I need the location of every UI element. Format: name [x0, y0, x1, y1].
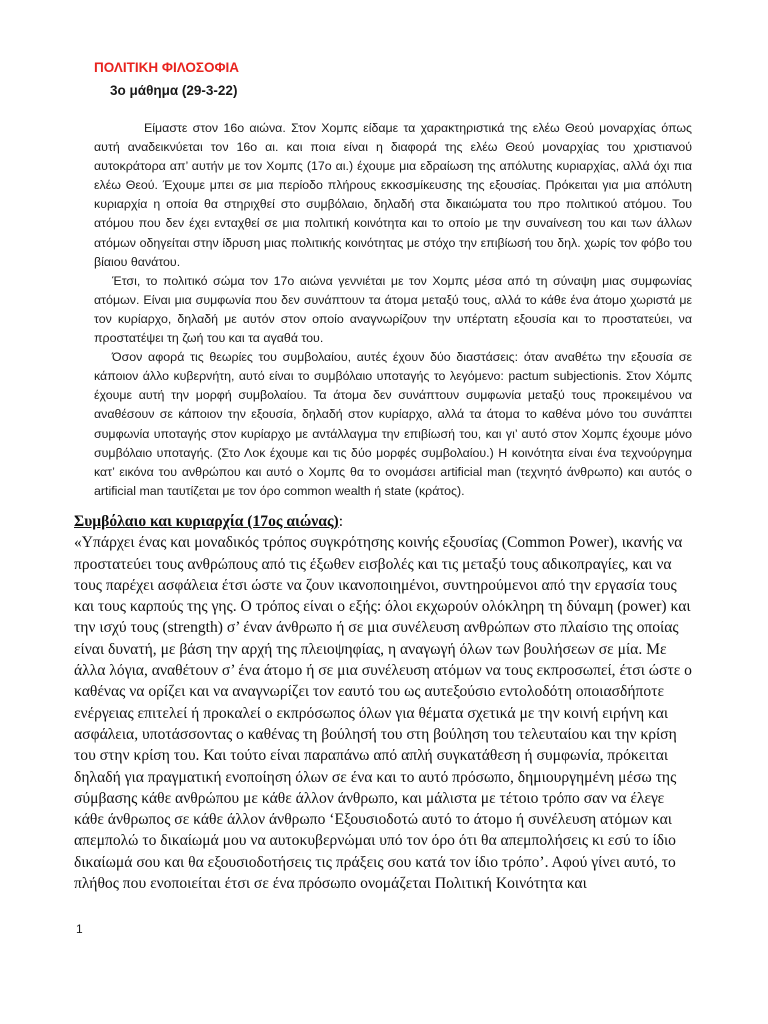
hobbes-quote: «Υπάρχει ένας και μοναδικός τρόπος συγκρότησης κοινής εξουσίας (Common Power), ικανής να προστατεύει τους ανθρώπους από τις έξωθεν εισβολές και τις μεταξύ τους αδικοπραγίες, και να τους παρέχει ασφάλεια έτσι ώστε να ζουν ικανοποιημένοι, συντηρούμενοι από την εργασία τους και τους καρπούς της γης. Ο τρόπος είναι ο εξής: όλοι εκχωρούν ολόκληρη τη δύναμη (power) και την ισχύ τους (strength) σ’ έναν άνθρωπο ή σε μια συνέλευση ανθρώπων στο πλαίσιο της οποίας είναι δυνατή, με βάση την αρχή της πλειοψηφίας, η αναγωγή όλων των βουλήσεων σε μία. Με άλλα λόγια, αναθέτουν σ’ ένα άτομο ή σε μια συνέλευση ατόμων να τους εκπροσωπεί, έτσι ώστε ο καθένας να ορίζει και να αναγνωρίζει τον εαυτό του ως αυτεξούσιο εντολοδότη οποιασδήποτε ενέργειας επιτελεί ή προκαλεί ο εκπρόσωπος όλων για θέματα σχετικά με την κοινή ειρήνη και ασφάλεια, υποτάσσοντας ο καθένας τη βούλησή του στη βούληση του τελευταίου και την κρίση του στην κρίση του. Και τούτο είναι παραπάνω από απλή συγκατάθεση ή συμφωνία, πρόκειται δηλαδή για πραγματική ενοποίηση όλων σε ένα και το αυτό πρόσωπο, δημιουργημένη μέσω της σύμβασης κάθε ανθρώπου με κάθε άλλον άνθρωπο, και μάλιστα με τέτοιο τρόπο σαν να έλεγε κάθε άνθρωπος σε κάθε άλλον άνθρωπο ‘Εξουσιοδοτώ αυτό το άτομο ή συνέλευση ατόμων και απεμπολώ το δικαίωμά μου να αυτοκυβερνώμαι υπό τον όρο ότι θα απεμπολήσεις κι εσύ το ίδιο δικαίωμά σου και θα εξουσιοδοτήσεις τις πράξεις σου κατά τον ίδιο τρόπο’. Αφού γίνει αυτό, το πλήθος που ενοποιείται έτσι σε ένα πρόσωπο ονομάζεται Πολιτική Κοινότητα και: [74, 534, 692, 893]
document-title: ΠΟΛΙΤΙΚΗ ΦΙΛΟΣΟΦΙΑ: [94, 60, 240, 75]
lesson-subtitle: 3ο μάθημα (29-3-22): [110, 83, 238, 98]
quotation-section: [74, 511, 694, 894]
paragraph-3: Όσον αφορά τις θεωρίες του συμβολαίου, αυτές έχουν δύο διαστάσεις: όταν αναθέτω την εξουσία σε κάποιον άλλο κυβερνήτη, αυτό είναι το συμβόλαιο υποταγής το λεγόμενο: pactum subjectionis. Στον Χόμπς έχουμε αυτή την μορφή συμβολαίου. Τα άτομα δεν συνάπτουν συμφωνία μεταξύ τους προκειμένου να αναθέσουν σε κάποιον την εξουσία, δηλαδή στον κυρίαρχο, αλλά τα άτομα το καθένα μόνο του συνάπτει συμφωνία υποταγής στον κυρίαρχο με αντάλλαγμα την επιβίωσή του, και γι’ αυτό στον Χομπς έχουμε μόνο συμβόλαιο υποταγής. (Στο Λοκ έχουμε και τις δύο μορφές συμβολαίου.) Η κοινότητα είναι ένα τεχνούργημα κατ’ εικόνα του ανθρώπου και αυτό ο Χομπς θα το ονομάσει artificial man (τεχνητό άνθρωπο) και αυτός ο artificial man ταυτίζεται με τον όρο common wealth ή state (κράτος).: [94, 350, 692, 498]
paragraph-1: Είμαστε στον 16ο αιώνα. Στον Χομπς είδαμε τα χαρακτηριστικά της ελέω Θεού μοναρχίας όπως αυτή αναδεικνύεται τον 16ο αι. και ποια είναι η διαφορά της ελέω Θεού μοναρχίας του χριστιανού αυτοκράτορα απ’ αυτήν με τον Χομπς (17ο αι.) έχουμε μια εδραίωση της απόλυτης κυριαρχίας, αλλά όχι πια ελέω Θεού. Έχουμε μπει σε μια περίοδο πλήρους εκκοσμίκευσης της εξουσίας. Πρόκειται για μια απόλυτη κυριαρχία η οποία θα στηριχθεί στο συμβόλαιο, δηλαδή στα δικαιώματα του προ πολιτικού ατόμου. Του ατόμου που δεν έχει ενταχθεί σε μια πολιτική κοινότητα και το οποίο με την συναίνεση του και των άλλων ατόμων οδηγείται στην ίδρυση μιας πολιτικής κοινότητας με στόχο την επιβίωσή του δηλ. χωρίς τον φόβο του βίαιου θανάτου.: [94, 121, 692, 269]
section-heading-colon: :: [338, 513, 344, 530]
lecture-notes: [94, 119, 692, 501]
paragraph-2: Έτσι, το πολιτικό σώμα τον 17ο αιώνα γεννιέται με τον Χομπς μέσα από τη σύναψη μιας συμφωνίας ατόμων. Είναι μια συμφωνία που δεν συνάπτουν τα άτομα μεταξύ τους, αλλά το κάθε ένα άτομο χωριστά με τον κυρίαρχο, δηλαδή με αυτόν στον οποίο αναγνωρίζουν την υπέρτατη εξουσία και το προστατεύει, να προστατέψει τη ζωή του και τα αγαθά του.: [94, 273, 692, 346]
section-heading: Συμβόλαιο και κυριαρχία (17ος αιώνας): [74, 513, 339, 530]
page-number: 1: [76, 922, 83, 936]
